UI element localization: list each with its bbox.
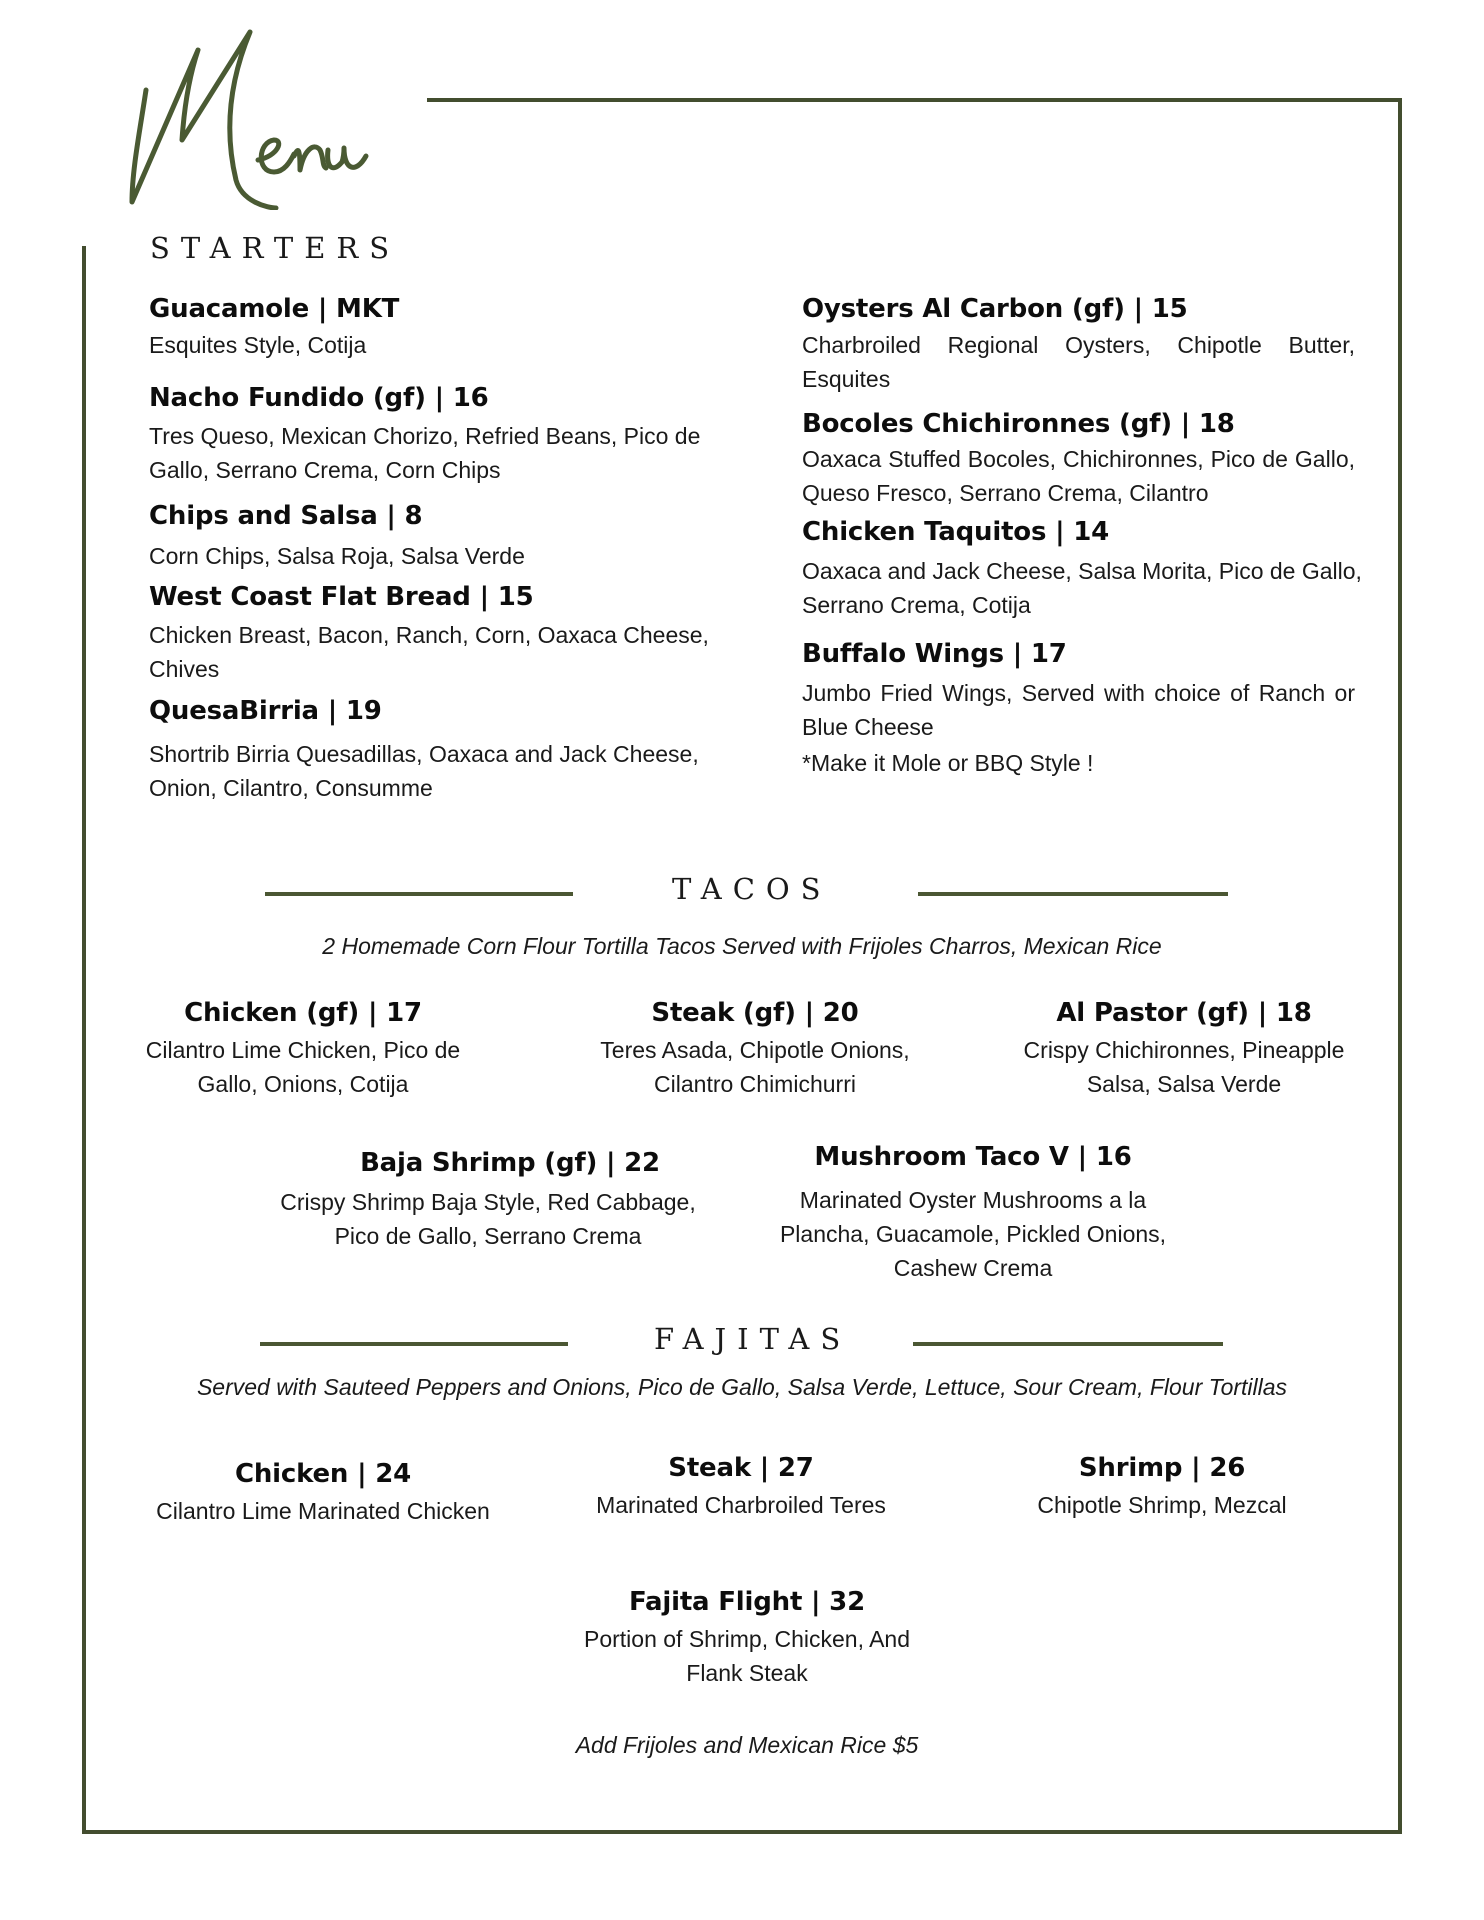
- menu-item-description: Chipotle Shrimp, Mezcal: [1037, 1492, 1287, 1518]
- frame-top-border: [427, 98, 1402, 102]
- menu-item-description: Portion of Shrimp, Chicken, And Flank Steak: [584, 1626, 910, 1686]
- menu-item-title: Bocoles Chichironnes (gf) | 18: [802, 409, 1235, 439]
- menu-item-title: Chips and Salsa | 8: [149, 501, 423, 531]
- menu-item-description: Jumbo Fried Wings, Served with choice of Ranch or Blue Cheese: [802, 680, 1355, 740]
- fajitas-addon-note: Add Frijoles and Mexican Rice $5: [575, 1732, 919, 1758]
- menu-item-title: Chicken Taquitos | 14: [802, 517, 1110, 547]
- menu-item-description: Teres Asada, Chipotle Onions, Cilantro Chimichurri: [600, 1037, 910, 1097]
- menu-item-description: Cilantro Lime Marinated Chicken: [156, 1498, 490, 1524]
- menu-item-title: Guacamole | MKT: [149, 294, 400, 324]
- section-divider-left: [260, 1342, 568, 1346]
- frame-left-border: [82, 246, 86, 1834]
- tacos-subtitle: 2 Homemade Corn Flour Tortilla Tacos Served with Frijoles Charros, Mexican Rice: [322, 933, 1162, 959]
- frame-right-border: [1398, 98, 1402, 1834]
- menu-item-title: Baja Shrimp (gf) | 22: [360, 1148, 660, 1178]
- section-heading-starters: STARTERS: [150, 231, 401, 265]
- menu-script-title: [118, 10, 418, 210]
- menu-item-title: West Coast Flat Bread | 15: [149, 582, 534, 612]
- menu-item-description: Esquites Style, Cotija: [149, 332, 367, 358]
- fajitas-subtitle: Served with Sauteed Peppers and Onions, Pico de Gallo, Salsa Verde, Lettuce, Sour Cream, Flour Tortillas: [196, 1374, 1288, 1400]
- section-divider-right: [918, 892, 1228, 896]
- frame-bottom-border: [82, 1830, 1402, 1834]
- menu-item-description: Oaxaca and Jack Cheese, Salsa Morita, Pico de Gallo, Serrano Crema, Cotija: [802, 558, 1362, 618]
- menu-item-title: Chicken (gf) | 17: [184, 998, 422, 1028]
- menu-item-description: Oaxaca Stuffed Bocoles, Chichironnes, Pico de Gallo, Queso Fresco, Serrano Crema, Cilantro: [802, 446, 1355, 506]
- section-heading-fajitas: FAJITAS: [654, 1322, 852, 1356]
- menu-item-title: Shrimp | 26: [1078, 1453, 1246, 1483]
- menu-item-description: Charbroiled Regional Oysters, Chipotle Butter, Esquites: [802, 332, 1355, 392]
- menu-item-title: Fajita Flight | 32: [629, 1587, 865, 1617]
- menu-item-title: Al Pastor (gf) | 18: [1056, 998, 1312, 1028]
- menu-item-title: Oysters Al Carbon (gf) | 15: [802, 294, 1188, 324]
- menu-item-title: QuesaBirria | 19: [149, 696, 382, 726]
- menu-item-title: Steak | 27: [668, 1453, 814, 1483]
- menu-item-title: Mushroom Taco V | 16: [814, 1142, 1132, 1172]
- menu-item-description: Crispy Chichironnes, Pineapple Salsa, Salsa Verde: [1023, 1037, 1345, 1097]
- menu-item-description: Marinated Oyster Mushrooms a la Plancha, Guacamole, Pickled Onions, Cashew Crema: [779, 1187, 1167, 1281]
- menu-item-description: Marinated Charbroiled Teres: [596, 1492, 886, 1518]
- section-heading-tacos: TACOS: [672, 872, 832, 906]
- menu-item-description: Corn Chips, Salsa Roja, Salsa Verde: [149, 543, 525, 569]
- section-divider-right: [913, 1342, 1223, 1346]
- menu-item-description: Crispy Shrimp Baja Style, Red Cabbage, Pico de Gallo, Serrano Crema: [280, 1189, 696, 1249]
- menu-item-title: Buffalo Wings | 17: [802, 639, 1067, 669]
- menu-item-description: Chicken Breast, Bacon, Ranch, Corn, Oaxaca Cheese, Chives: [149, 622, 709, 682]
- menu-item-title: Nacho Fundido (gf) | 16: [149, 383, 489, 413]
- menu-item-description: Shortrib Birria Quesadillas, Oaxaca and Jack Cheese, Onion, Cilantro, Consumme: [149, 741, 699, 801]
- menu-item-title: Steak (gf) | 20: [651, 998, 859, 1028]
- menu-item-description: Cilantro Lime Chicken, Pico de Gallo, Onions, Cotija: [145, 1037, 461, 1097]
- menu-item-title: Chicken | 24: [234, 1459, 412, 1489]
- section-divider-left: [265, 892, 573, 896]
- menu-item-description: Tres Queso, Mexican Chorizo, Refried Beans, Pico de Gallo, Serrano Crema, Corn Chips: [149, 423, 701, 483]
- menu-item-note: *Make it Mole or BBQ Style !: [802, 750, 1094, 776]
